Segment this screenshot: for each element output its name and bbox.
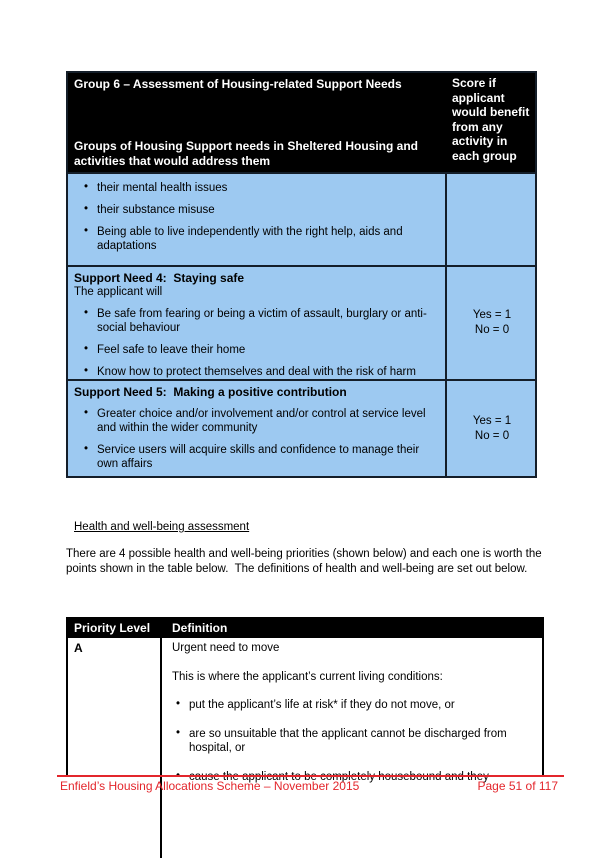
list-item: • put the applicant’s life at risk* if they do not move, or xyxy=(172,698,534,713)
support-need-4-cell xyxy=(68,267,445,379)
group6-table-header-row xyxy=(68,73,535,172)
score-value xyxy=(452,384,532,473)
health-wellbeing-heading: Health and well-being assessment xyxy=(74,521,250,533)
list-item: • their mental health issues xyxy=(74,181,440,195)
footer-document-title: Enfield’s Housing Allocations Scheme – November 2015 xyxy=(60,779,360,793)
group6-header-cell xyxy=(68,73,445,172)
score-cell xyxy=(445,267,535,379)
score-cell xyxy=(445,174,535,265)
footer-divider-line xyxy=(57,775,564,777)
list-item: • Know how to protect themselves and deal with the risk of harm xyxy=(74,365,440,379)
score-yes: Yes = 1 xyxy=(472,309,512,321)
support-need-5-list xyxy=(74,407,440,471)
definition-line: This is where the applicant’s current living conditions: xyxy=(172,670,443,683)
list-item: • Be safe from fearing or being a victim of assault, burglary or anti-social behaviour xyxy=(74,307,440,335)
support-need-4-list xyxy=(74,307,440,379)
support-need-4-intro: The applicant will xyxy=(74,286,163,298)
priority-level-column-header: Priority Level xyxy=(74,621,151,636)
footer-page-number: Page 51 of 117 xyxy=(477,779,558,793)
support-need-5-title: Support Need 5: Making a positive contribution xyxy=(74,385,347,399)
score-no: No = 0 xyxy=(474,429,510,442)
group6-support-needs-table xyxy=(66,71,537,478)
group6-subtitle: Groups of Housing Support needs in Sheltered Housing and activities that would address them xyxy=(74,139,419,168)
support-need-5-cell xyxy=(68,381,445,476)
list-item: • Feel safe to leave their home xyxy=(74,343,440,357)
list-item: • their substance misuse xyxy=(74,203,440,217)
priority-level-cell: A xyxy=(68,638,162,858)
table-row xyxy=(68,379,535,476)
support-activities-cell xyxy=(68,174,445,265)
definition-cell xyxy=(162,638,542,858)
list-item: • Greater choice and/or involvement and/or control at service level and within the wider community xyxy=(74,407,440,435)
score-header-text: Score if applicant would benefit from any activity in each group xyxy=(452,76,530,163)
score-cell xyxy=(445,381,535,476)
score-no: No = 0 xyxy=(474,324,510,336)
score-yes: Yes = 1 xyxy=(472,414,512,427)
group6-title: Group 6 – Assessment of Housing-related Support Needs xyxy=(74,77,402,91)
list-item: • Service users will acquire skills and confidence to manage their own affairs xyxy=(74,443,440,471)
support-need-4-title: Support Need 4: Staying safe xyxy=(74,271,245,285)
table-row xyxy=(68,172,535,265)
list-item: • are so unsuitable that the applicant cannot be discharged from hospital, or xyxy=(172,727,534,756)
definition-column-header: Definition xyxy=(172,621,228,636)
priority-table-header-row xyxy=(68,619,542,638)
list-item: • Being able to live independently with the right help, aids and adaptations xyxy=(74,225,440,253)
priority-level-table xyxy=(66,617,544,776)
score-header-cell xyxy=(445,73,535,172)
table-row xyxy=(68,638,542,858)
definition-line: Urgent need to move xyxy=(172,642,280,654)
table-row xyxy=(68,265,535,379)
score-value xyxy=(452,270,532,376)
health-wellbeing-paragraph: There are 4 possible health and well-being priorities (shown below) and each one is worth the points shown in the table below. The definitions of health and well-being are set out below. xyxy=(66,548,545,575)
